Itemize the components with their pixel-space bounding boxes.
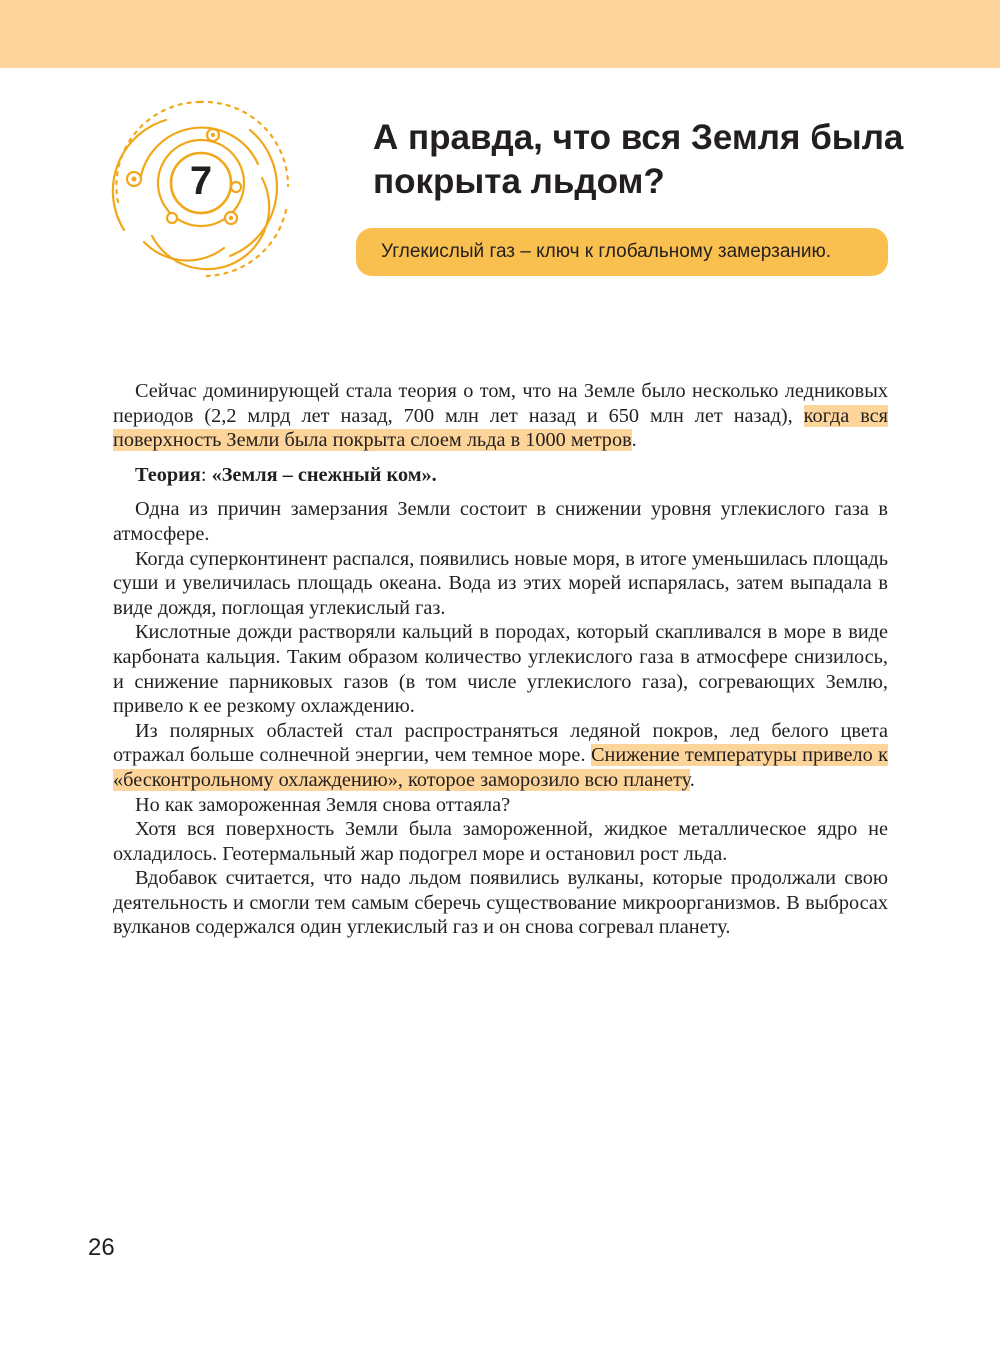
- subtitle-banner: [356, 228, 888, 276]
- subtitle-text: Углекислый газ – ключ к глобальному замерзанию.: [381, 241, 832, 262]
- page-title: А правда, что вся Земля была покрыта льдом?: [373, 118, 904, 201]
- page-number: 26: [88, 1234, 115, 1261]
- paragraph-highlight-text: Из полярных областей стал распространяться ледяной покров, лед белого цвета отражал больше солнечной энергии, чем темное море.: [113, 719, 888, 767]
- theory-heading: [113, 463, 888, 488]
- highlighted-text: когда вся поверхность Земли была покрыта слоем льда в 1000 метров: [113, 404, 888, 452]
- chapter-emblem: [100, 90, 300, 290]
- top-color-band: [0, 0, 1000, 68]
- paragraph: Вдобавок считается, что надо льдом появились вулканы, которые продолжали свою деятельность и смогли тем самым сберечь существование микроорганизмов. В выбросах вулканов содержался один углекислый газ и он снова согревал планету.: [113, 867, 888, 939]
- paragraph: Но как замороженная Земля снова оттаяла?: [135, 793, 511, 816]
- theory-name: «Земля – снежный ком».: [211, 463, 437, 486]
- paragraph-intro: [113, 379, 888, 453]
- paragraph: Когда суперконтинент распался, появились новые моря, в итоге уменьшилась площадь суши и увеличилась площадь океана. Вода из этих морей испарялась, затем выпадала в виде дождя, поглощая углекислый газ.: [113, 547, 888, 619]
- paragraph: Одна из причин замерзания Земли состоит в снижении уровня углекислого газа в атмосфере.: [113, 498, 888, 545]
- paragraph-highlight: [113, 719, 888, 793]
- highlighted-text: Снижение температуры привело к «бесконтрольному охлаждению», которое заморозило всю планету: [113, 744, 888, 791]
- theory-label: Теория: [135, 463, 201, 486]
- chapter-number: 7: [189, 158, 213, 203]
- paragraph: Кислотные дожди растворяли кальций в породах, который скапливался в море в виде карбоната кальция. Таким образом количество углекислого газа в атмосфере снизилось, и снижение парниковых газов (в том числе углекислого газа), согревающих Землю, привело к ее резкому охлаждению.: [113, 621, 888, 718]
- body-text: [113, 379, 888, 940]
- paragraph: Хотя вся поверхность Земли была замороженной, жидкое металлическое ядро не охладилось. Геотермальный жар подогрел море и остановил рост льда.: [113, 818, 888, 865]
- paragraph-intro-text: Сейчас доминирующей стала теория о том, что на Земле было несколько ледниковых периодов (2,2 млрд лет назад, 700 млн лет назад и 650 млн лет назад),: [113, 380, 888, 427]
- paragraph-intro-end: .: [631, 429, 637, 452]
- theory-separator: :: [200, 463, 212, 486]
- paragraph-highlight-end: .: [689, 768, 695, 791]
